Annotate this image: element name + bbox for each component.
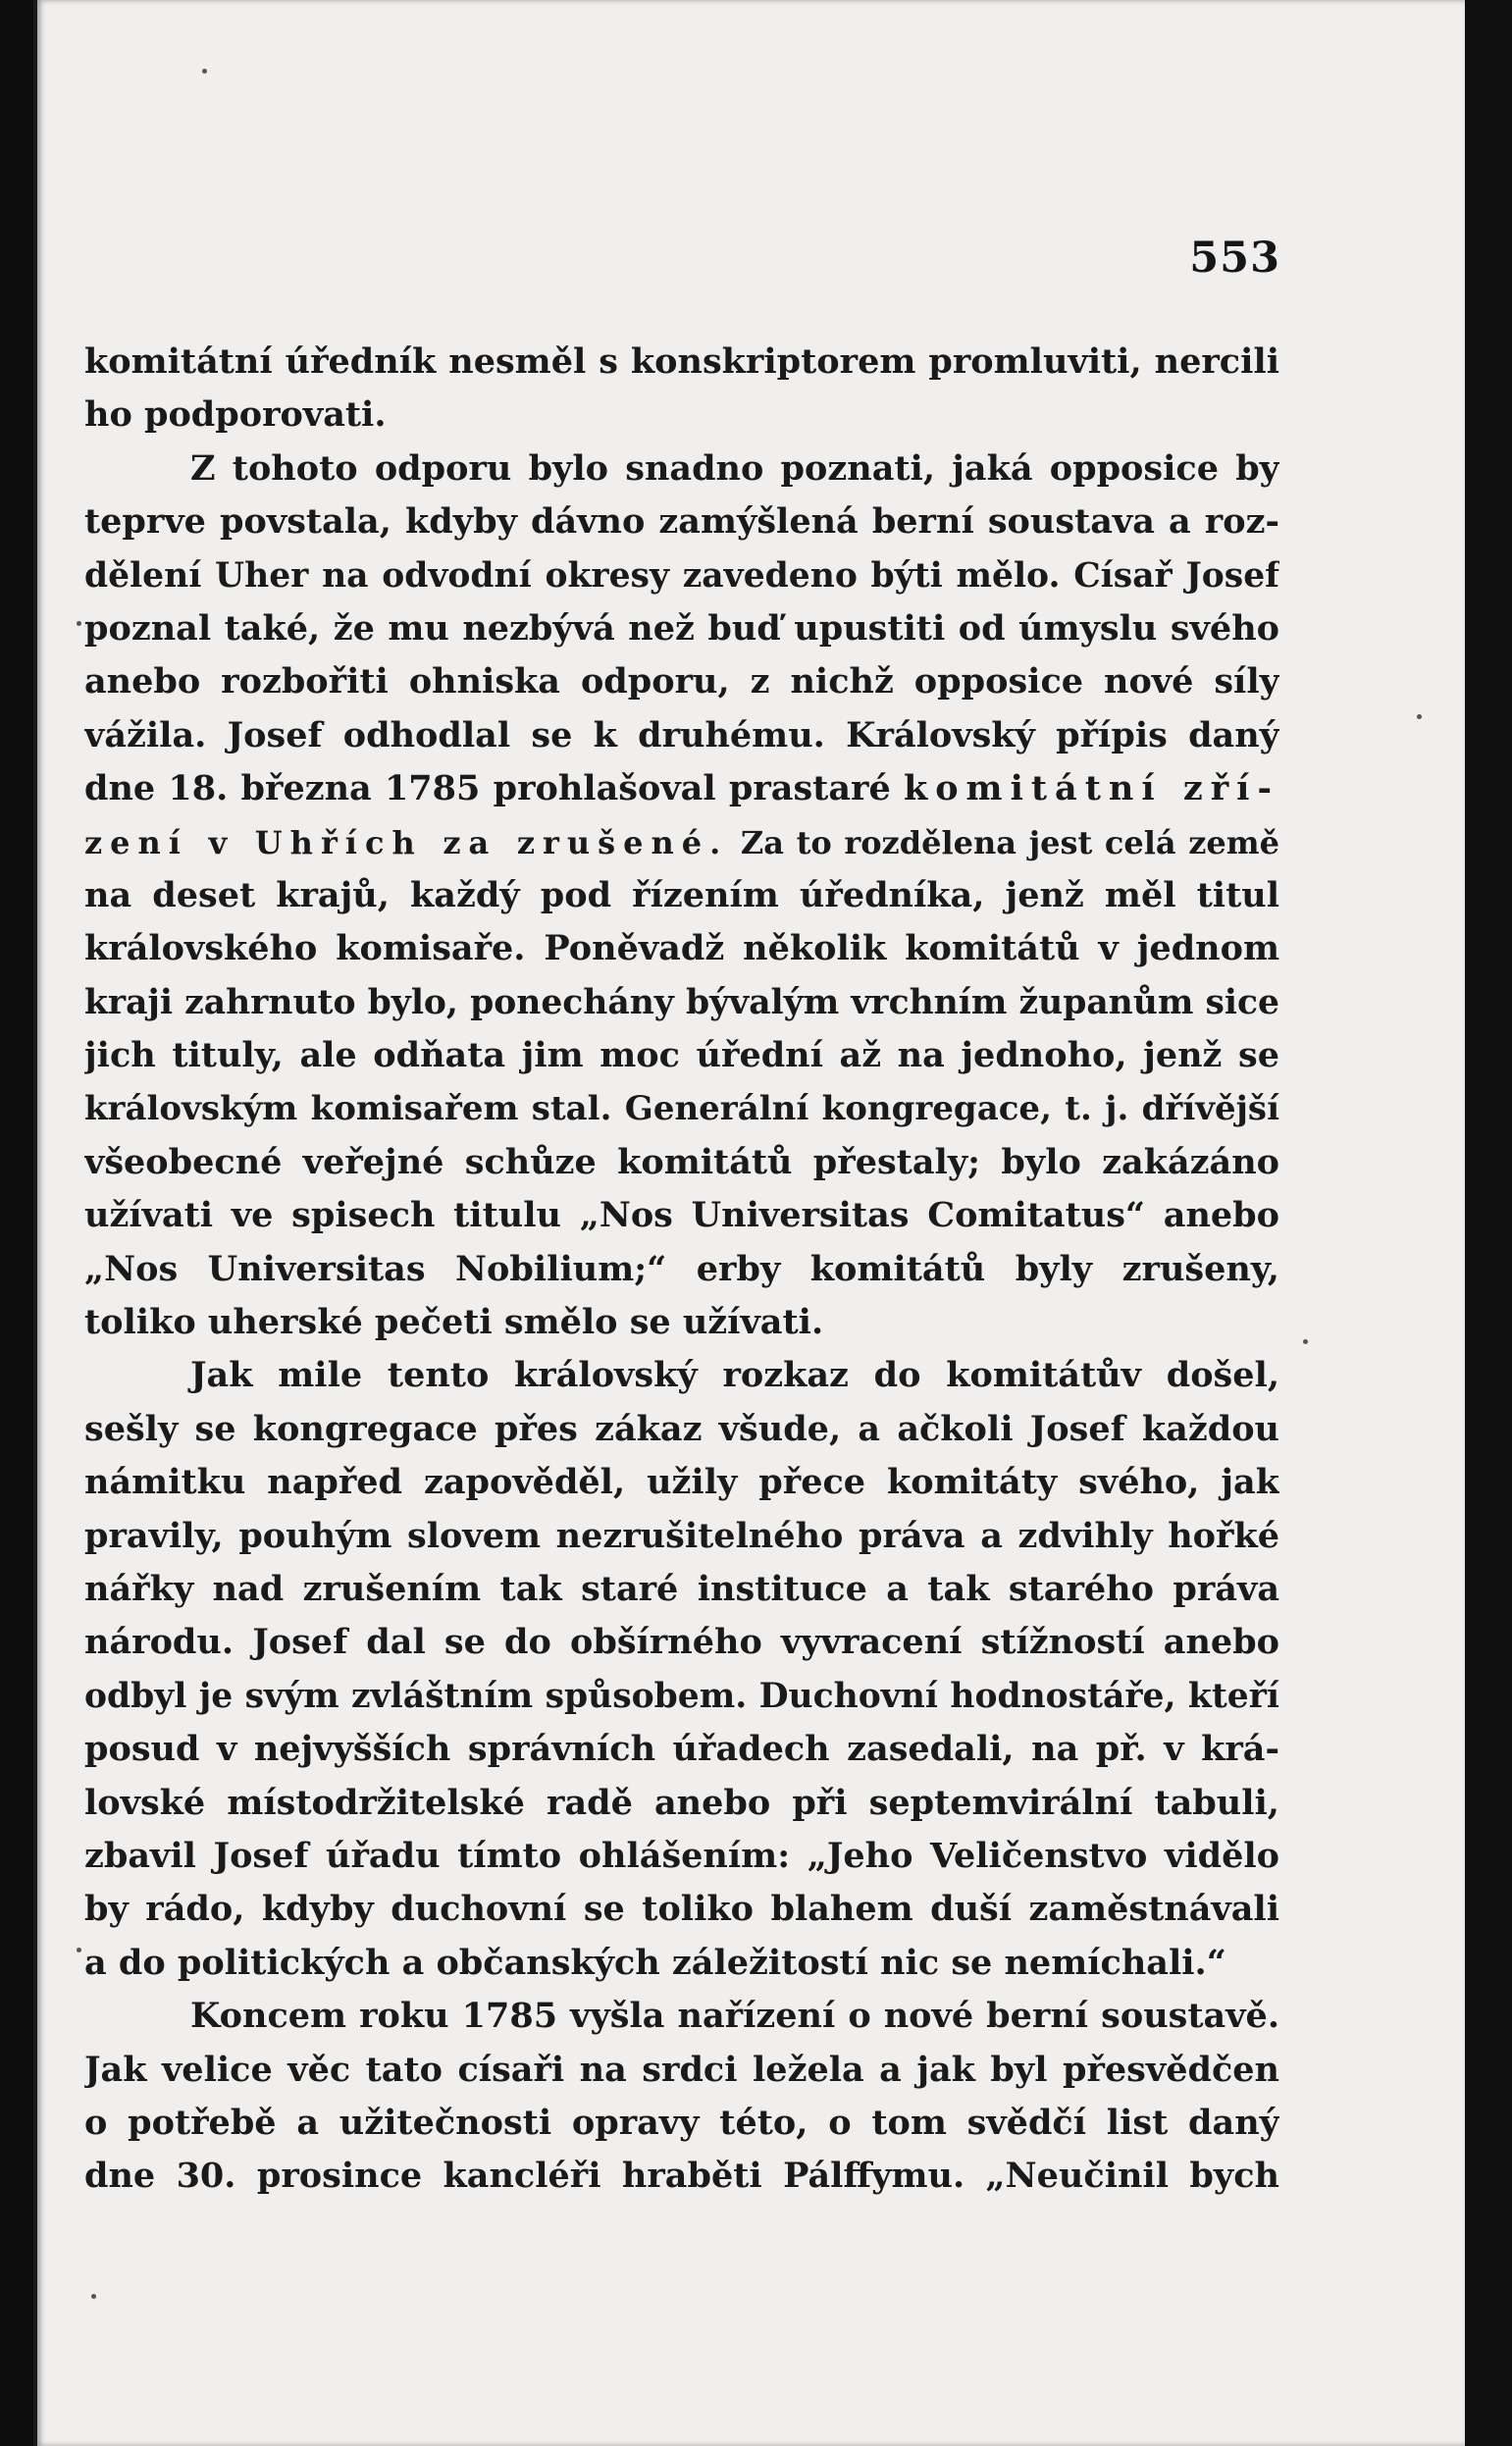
text-line	[84, 2150, 1279, 2203]
text-line	[84, 1563, 1279, 1616]
text-run: poznal také, že mu nezbývá než buď upustiti od úmyslu svého	[84, 607, 1279, 649]
text-line	[84, 1830, 1279, 1883]
text-run: „Nos Universitas Nobilium;“ erby komitátů byly zrušeny,	[84, 1248, 1279, 1289]
text-run: Jak mile tento královský rozkaz do komitátův došel,	[190, 1355, 1279, 1396]
text-run: námitku napřed zapověděl, užily přece komitáty svého, jak	[84, 1462, 1279, 1503]
text-line	[84, 1883, 1279, 1936]
text-line	[84, 1403, 1279, 1456]
text-run: sešly se kongregace přes zákaz všude, a ačkoli Josef každou	[84, 1408, 1279, 1449]
emphasized-text: zení v Uhřích za zrušené.	[84, 823, 729, 861]
text-run: ho podporovati.	[84, 394, 387, 436]
text-run: dne 30. prosince kancléři hraběti Pálffymu. „Neučinil bych	[84, 2156, 1279, 2197]
text-line	[84, 1349, 1279, 1402]
text-line	[84, 976, 1279, 1029]
body-text	[84, 336, 1279, 2204]
text-run: komitátní úředník nesměl s konskriptorem promluviti, nercili	[84, 341, 1279, 382]
text-run: dne 18. března 1785 prohlašoval prastaré	[84, 768, 904, 809]
text-run: by rádo, kdyby duchovní se toliko blahem duší zaměstnávali	[84, 1889, 1279, 1930]
text-line	[84, 1029, 1279, 1082]
text-line	[84, 2097, 1279, 2150]
text-run: Jak velice věc tato císaři na srdci ležela a jak byl přesvědčen	[84, 2049, 1279, 2090]
text-run: toliko uherské pečeti smělo se užívati.	[84, 1302, 824, 1343]
text-line	[84, 1723, 1279, 1776]
ink-speck	[77, 621, 81, 626]
text-line	[84, 1189, 1279, 1242]
text-line	[84, 1990, 1279, 2043]
text-run: královského komisaře. Poněvadž několik komitátů v jednom	[84, 928, 1279, 969]
text-line	[84, 922, 1279, 975]
text-line	[84, 602, 1279, 655]
text-run: dělení Uher na odvodní okresy zavedeno býti mělo. Císař Josef	[84, 555, 1279, 596]
text-line	[84, 655, 1279, 708]
text-run: kraji zahrnuto bylo, ponechány bývalým vrchním županům sice	[84, 982, 1279, 1022]
text-line	[84, 1510, 1279, 1563]
text-line	[84, 762, 1279, 815]
text-run: posud v nejvyšších správních úřadech zasedali, na př. v krá-	[84, 1729, 1279, 1770]
text-line	[84, 2044, 1279, 2097]
text-line	[84, 336, 1279, 389]
text-run: královským komisařem stal. Generální kongregace, t. j. dřívější	[84, 1089, 1279, 1129]
text-line	[84, 1243, 1279, 1296]
text-line	[84, 1136, 1279, 1189]
text-run: vážila. Josef odhodlal se k druhému. Královský přípis daný	[84, 714, 1279, 755]
text-run: jich tituly, ale odňata jim moc úřední až na jednoho, jenž se	[84, 1035, 1279, 1076]
ink-speck	[77, 1948, 81, 1952]
text-run: na deset krajů, každý pod řízením úředníka, jenž měl titul	[84, 874, 1279, 915]
text-run: zbavil Josef úřadu tímto ohlášením: „Jeho Veličenstvo vidělo	[84, 1835, 1279, 1876]
text-run: odbyl je svým zvláštním spůsobem. Duchovní hodnostáře, kteří	[84, 1676, 1279, 1716]
text-run: o potřebě a užitečnosti opravy této, o tom svědčí list daný	[84, 2102, 1279, 2143]
text-line	[84, 389, 1279, 442]
text-line	[84, 1296, 1279, 1349]
ink-speck	[1417, 714, 1422, 719]
text-run: užívati ve spisech titulu „Nos Universitas Comitatus“ anebo	[84, 1195, 1279, 1236]
page-number: 553	[1189, 234, 1280, 283]
text-line	[84, 1616, 1279, 1669]
text-line	[84, 1937, 1279, 1990]
text-line	[84, 816, 1279, 869]
text-run: Za to rozdělena jest celá země	[728, 823, 1279, 861]
text-line	[84, 442, 1279, 495]
text-run: teprve povstala, kdyby dávno zamýšlená berní soustava a roz-	[84, 501, 1279, 543]
left-page-edge	[0, 0, 33, 2446]
text-run: nářky nad zrušením tak staré instituce a tak starého práva	[84, 1568, 1279, 1609]
right-page-edge	[1465, 0, 1512, 2446]
text-line	[84, 869, 1279, 922]
text-line	[84, 1670, 1279, 1723]
text-run: anebo rozbořiti ohniska odporu, z nichž opposice nové síly	[84, 661, 1279, 703]
text-run: národu. Josef dal se do obšírného vyvracení stížností anebo	[84, 1622, 1279, 1663]
text-line	[84, 1777, 1279, 1830]
text-line	[84, 1456, 1279, 1509]
text-line	[84, 709, 1279, 762]
emphasized-text: komitátní zří-	[903, 768, 1279, 809]
text-run: pravily, pouhým slovem nezrušitelného práva a zdvihly hořké	[84, 1515, 1279, 1556]
text-run: Koncem roku 1785 vyšla nařízení o nové berní soustavě.	[190, 1996, 1279, 2037]
text-line	[84, 495, 1279, 548]
text-run: Z tohoto odporu bylo snadno poznati, jaká opposice by	[190, 447, 1279, 489]
ink-speck	[91, 2294, 96, 2299]
text-run: a do politických a občanských záležitostí nic se nemíchali.“	[84, 1942, 1226, 1983]
text-line	[84, 1082, 1279, 1135]
ink-speck	[1303, 1339, 1308, 1344]
text-run: všeobecné veřejné schůze komitátů přestaly; bylo zakázáno	[84, 1141, 1279, 1182]
ink-speck	[202, 69, 207, 74]
text-run: lovské místodržitelské radě anebo při septemvirální tabuli,	[84, 1782, 1279, 1823]
text-line	[84, 549, 1279, 602]
